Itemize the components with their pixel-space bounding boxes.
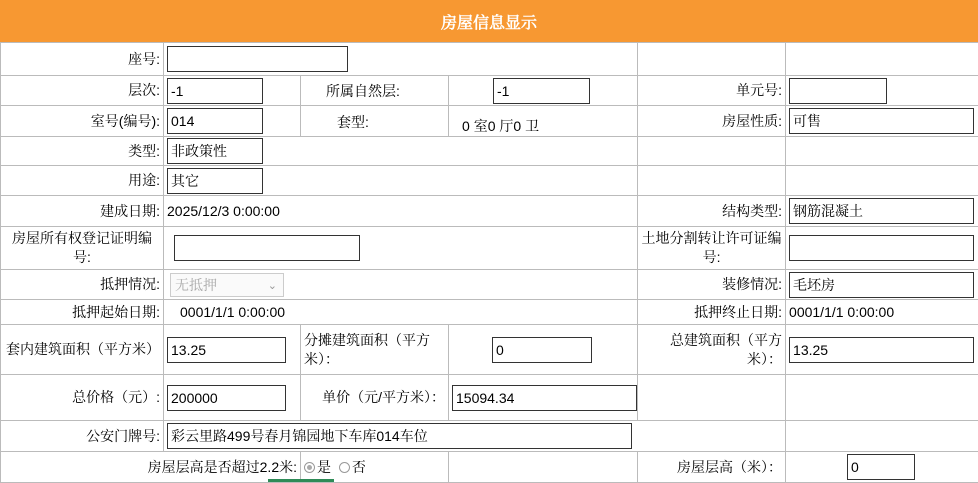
- inner-area-input[interactable]: 13.25: [167, 337, 286, 363]
- mortgage-label: 抵押情况:: [1, 270, 164, 300]
- page-header: [0, 0, 978, 42]
- shared-area-input[interactable]: 0: [492, 337, 592, 363]
- floor-level-input[interactable]: -1: [167, 78, 263, 104]
- floor-level-label: 层次:: [1, 76, 164, 106]
- height-over-no-radio[interactable]: [339, 462, 350, 473]
- decoration-label: 装修情况:: [638, 270, 786, 300]
- unit-no-label: 单元号:: [638, 76, 786, 106]
- layout-halls: 0: [487, 118, 496, 134]
- structure-label: 结构类型:: [638, 196, 786, 227]
- total-price-label: 总价格（元）:: [1, 375, 164, 421]
- mortgage-end-label: 抵押终止日期:: [638, 300, 786, 325]
- floor-height-label: 房屋层高（米）：: [638, 452, 786, 483]
- land-cert-input[interactable]: [789, 235, 974, 261]
- usage-label: 用途:: [1, 166, 164, 196]
- height-over-no-label: 否: [351, 459, 366, 475]
- type-input[interactable]: 非政策性: [167, 138, 263, 164]
- structure-input[interactable]: 钢筋混凝土: [789, 198, 974, 224]
- address-label: 公安门牌号:: [1, 421, 164, 452]
- inner-area-label: 套内建筑面积（平方米）: [1, 325, 164, 375]
- decoration-input[interactable]: 毛坯房: [789, 272, 974, 298]
- unit-price-input[interactable]: 15094.34: [452, 385, 637, 411]
- mortgage-end-value: 0001/1/1 0:00:00: [786, 300, 978, 325]
- unit-price-label: 单价（元/平方米）：: [301, 375, 449, 421]
- room-no-input[interactable]: 014: [167, 108, 263, 134]
- mortgage-start-label: 抵押起始日期:: [1, 300, 164, 325]
- house-info-table: [0, 42, 978, 483]
- build-date-value: 2025/12/3 0:00:00: [164, 196, 638, 227]
- type-label: 类型:: [1, 137, 164, 166]
- land-cert-label: 土地分割转让许可证编号:: [638, 227, 786, 270]
- mortgage-start-value: 0001/1/1 0:00:00: [164, 300, 638, 325]
- ownership-cert-label: 房屋所有权登记证明编号:: [1, 227, 164, 270]
- natural-floor-label: 所属自然层:: [301, 76, 449, 106]
- layout-rooms: 0: [462, 118, 470, 134]
- height-over-yes-label: 是: [317, 459, 331, 475]
- floor-height-input[interactable]: 0: [847, 454, 915, 480]
- layout-label: 套型:: [301, 106, 449, 137]
- build-date-label: 建成日期:: [1, 196, 164, 227]
- height-over-radios: [301, 452, 449, 483]
- unit-no-input[interactable]: [789, 78, 887, 104]
- height-over-yes-radio[interactable]: [304, 462, 315, 473]
- layout-baths: 0: [513, 118, 522, 134]
- total-price-input[interactable]: 200000: [167, 385, 286, 411]
- usage-input[interactable]: 其它: [167, 168, 263, 194]
- mortgage-select[interactable]: 无抵押 ⌄: [170, 273, 284, 297]
- seat-no-label: 座号:: [1, 43, 164, 76]
- shared-area-label: 分摊建筑面积（平方米）：: [301, 325, 449, 375]
- seat-no-input[interactable]: [167, 46, 348, 72]
- house-nature-input[interactable]: 可售: [789, 108, 974, 134]
- height-over-label: 房屋层高是否超过2.2米:: [1, 452, 301, 483]
- house-nature-label: 房屋性质:: [638, 106, 786, 137]
- chevron-down-icon: ⌄: [267, 279, 277, 292]
- total-area-label: 总建筑面积（平方米）：: [638, 325, 786, 375]
- ownership-cert-input[interactable]: [174, 235, 360, 261]
- room-no-label: 室号(编号):: [1, 106, 164, 137]
- page-title: 房屋信息显示: [440, 14, 537, 32]
- address-input[interactable]: 彩云里路499号春月锦园地下车库014车位: [167, 423, 632, 449]
- total-area-input[interactable]: 13.25: [789, 337, 974, 363]
- natural-floor-input[interactable]: -1: [493, 78, 590, 104]
- layout-value: 0 室0 厅0 卫: [449, 106, 638, 137]
